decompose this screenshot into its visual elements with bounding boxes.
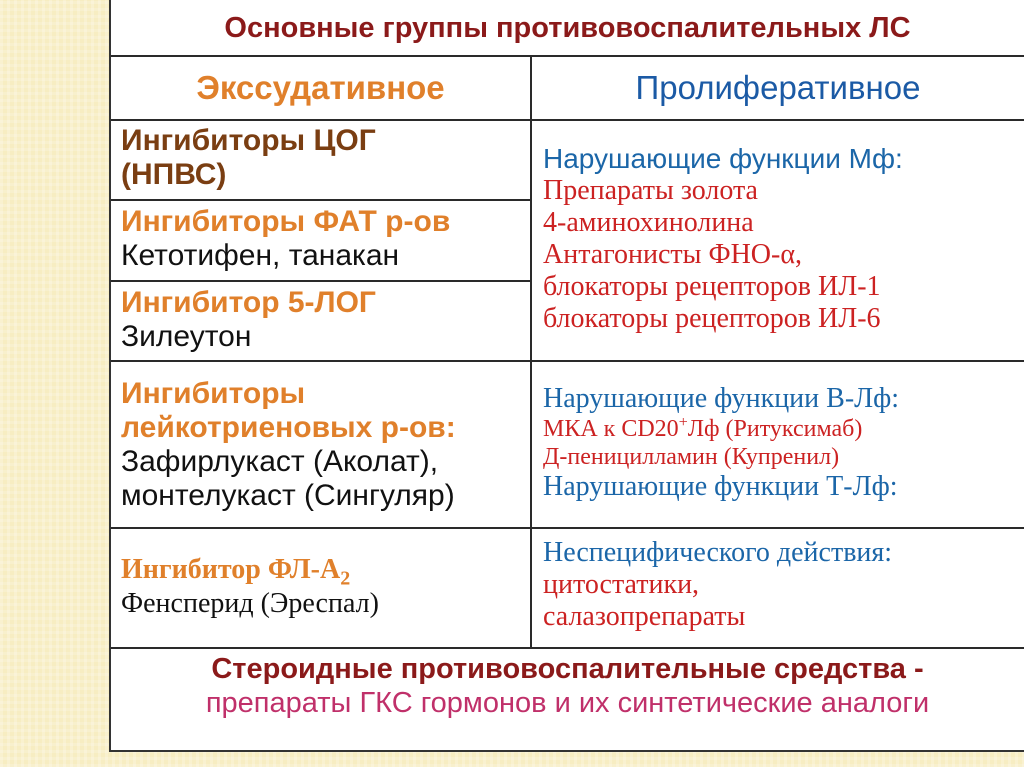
steroid-line-2: препараты ГКС гормонов и их синтетические аналоги bbox=[205, 687, 930, 719]
nonspecific-item-1: цитостатики, bbox=[543, 569, 700, 600]
divider-bottom bbox=[111, 647, 1024, 649]
paf-inhibitors-drugs: Кетотифен, танакан bbox=[121, 239, 400, 272]
pla2-inhibitor-label: Ингибитор ФЛ-А bbox=[121, 554, 341, 585]
leukotriene-inhibitors-name-2: лейкотриеновых р-ов: bbox=[121, 411, 456, 444]
cox-inhibitors-name: Ингибиторы ЦОГ bbox=[121, 124, 376, 157]
paf-inhibitors-name: Ингибиторы ФАТ р-ов bbox=[121, 205, 451, 238]
pla2-subscript: 2 bbox=[340, 567, 351, 590]
macrophage-item-5: блокаторы рецепторов ИЛ-6 bbox=[543, 303, 881, 334]
header-exudative: Экссудативное bbox=[196, 69, 445, 106]
lox-inhibitor-cell bbox=[121, 286, 521, 354]
nonspecific-item-2: салазопрепараты bbox=[543, 601, 746, 632]
steroid-line-1: Стероидные противовоспалительные средства - bbox=[211, 653, 924, 685]
lox-inhibitor-drugs: Зилеутон bbox=[121, 320, 252, 353]
pla2-inhibitor-drugs: Фенсперид (Эреспал) bbox=[121, 588, 379, 619]
nonspecific-block bbox=[543, 537, 1018, 633]
divider-header bbox=[111, 119, 1024, 121]
divider-row-3 bbox=[111, 360, 1024, 362]
macrophage-item-2: 4-аминохинолина bbox=[543, 207, 754, 238]
t-lymphocyte-heading: Нарушающие функции Т-Лф: bbox=[543, 471, 898, 502]
divider-left-2 bbox=[111, 280, 532, 282]
mka-suffix: Лф (Ритуксимаб) bbox=[687, 416, 863, 442]
header-proliferative: Пролиферативное bbox=[635, 69, 921, 106]
pla2-inhibitor-name bbox=[121, 553, 521, 590]
macrophage-heading: Нарушающие функции Мф: bbox=[543, 143, 903, 174]
penicillamine-item: Д-пеницилламин (Купренил) bbox=[543, 444, 840, 470]
mka-prefix: МКА к CD20 bbox=[543, 416, 679, 442]
pla2-inhibitor-cell bbox=[121, 553, 521, 621]
lymphocyte-block bbox=[543, 383, 1018, 503]
macrophage-item-3: Антагонисты ФНО-α, bbox=[543, 239, 802, 270]
divider-left-1 bbox=[111, 199, 532, 201]
leukotriene-inhibitors-name-1: Ингибиторы bbox=[121, 377, 306, 410]
lox-inhibitor-name: Ингибитор 5-ЛОГ bbox=[121, 286, 376, 319]
cox-inhibitors-cell bbox=[121, 124, 521, 192]
nonspecific-heading: Неспецифического действия: bbox=[543, 537, 893, 568]
nsaid-label: (НПВС) bbox=[121, 158, 227, 191]
mka-item bbox=[543, 415, 1018, 443]
leukotriene-drugs-1: Зафирлукаст (Аколат), bbox=[121, 445, 439, 478]
b-lymphocyte-heading: Нарушающие функции В-Лф: bbox=[543, 383, 900, 414]
paf-inhibitors-cell bbox=[121, 205, 521, 273]
page-title: Основные группы противовоспалительных ЛС bbox=[224, 12, 911, 44]
macrophage-block bbox=[543, 143, 1018, 335]
mka-superscript: + bbox=[678, 414, 688, 431]
divider-row-4 bbox=[111, 527, 1024, 529]
leukotriene-inhibitors-cell bbox=[121, 377, 526, 513]
steroid-summary bbox=[111, 652, 1024, 720]
leukotriene-drugs-2: монтелукаст (Сингуляр) bbox=[121, 479, 455, 512]
divider-column bbox=[530, 56, 532, 648]
slide-table bbox=[109, 0, 1024, 752]
macrophage-item-4: блокаторы рецепторов ИЛ-1 bbox=[543, 271, 881, 302]
macrophage-item-1: Препараты золота bbox=[543, 175, 758, 206]
